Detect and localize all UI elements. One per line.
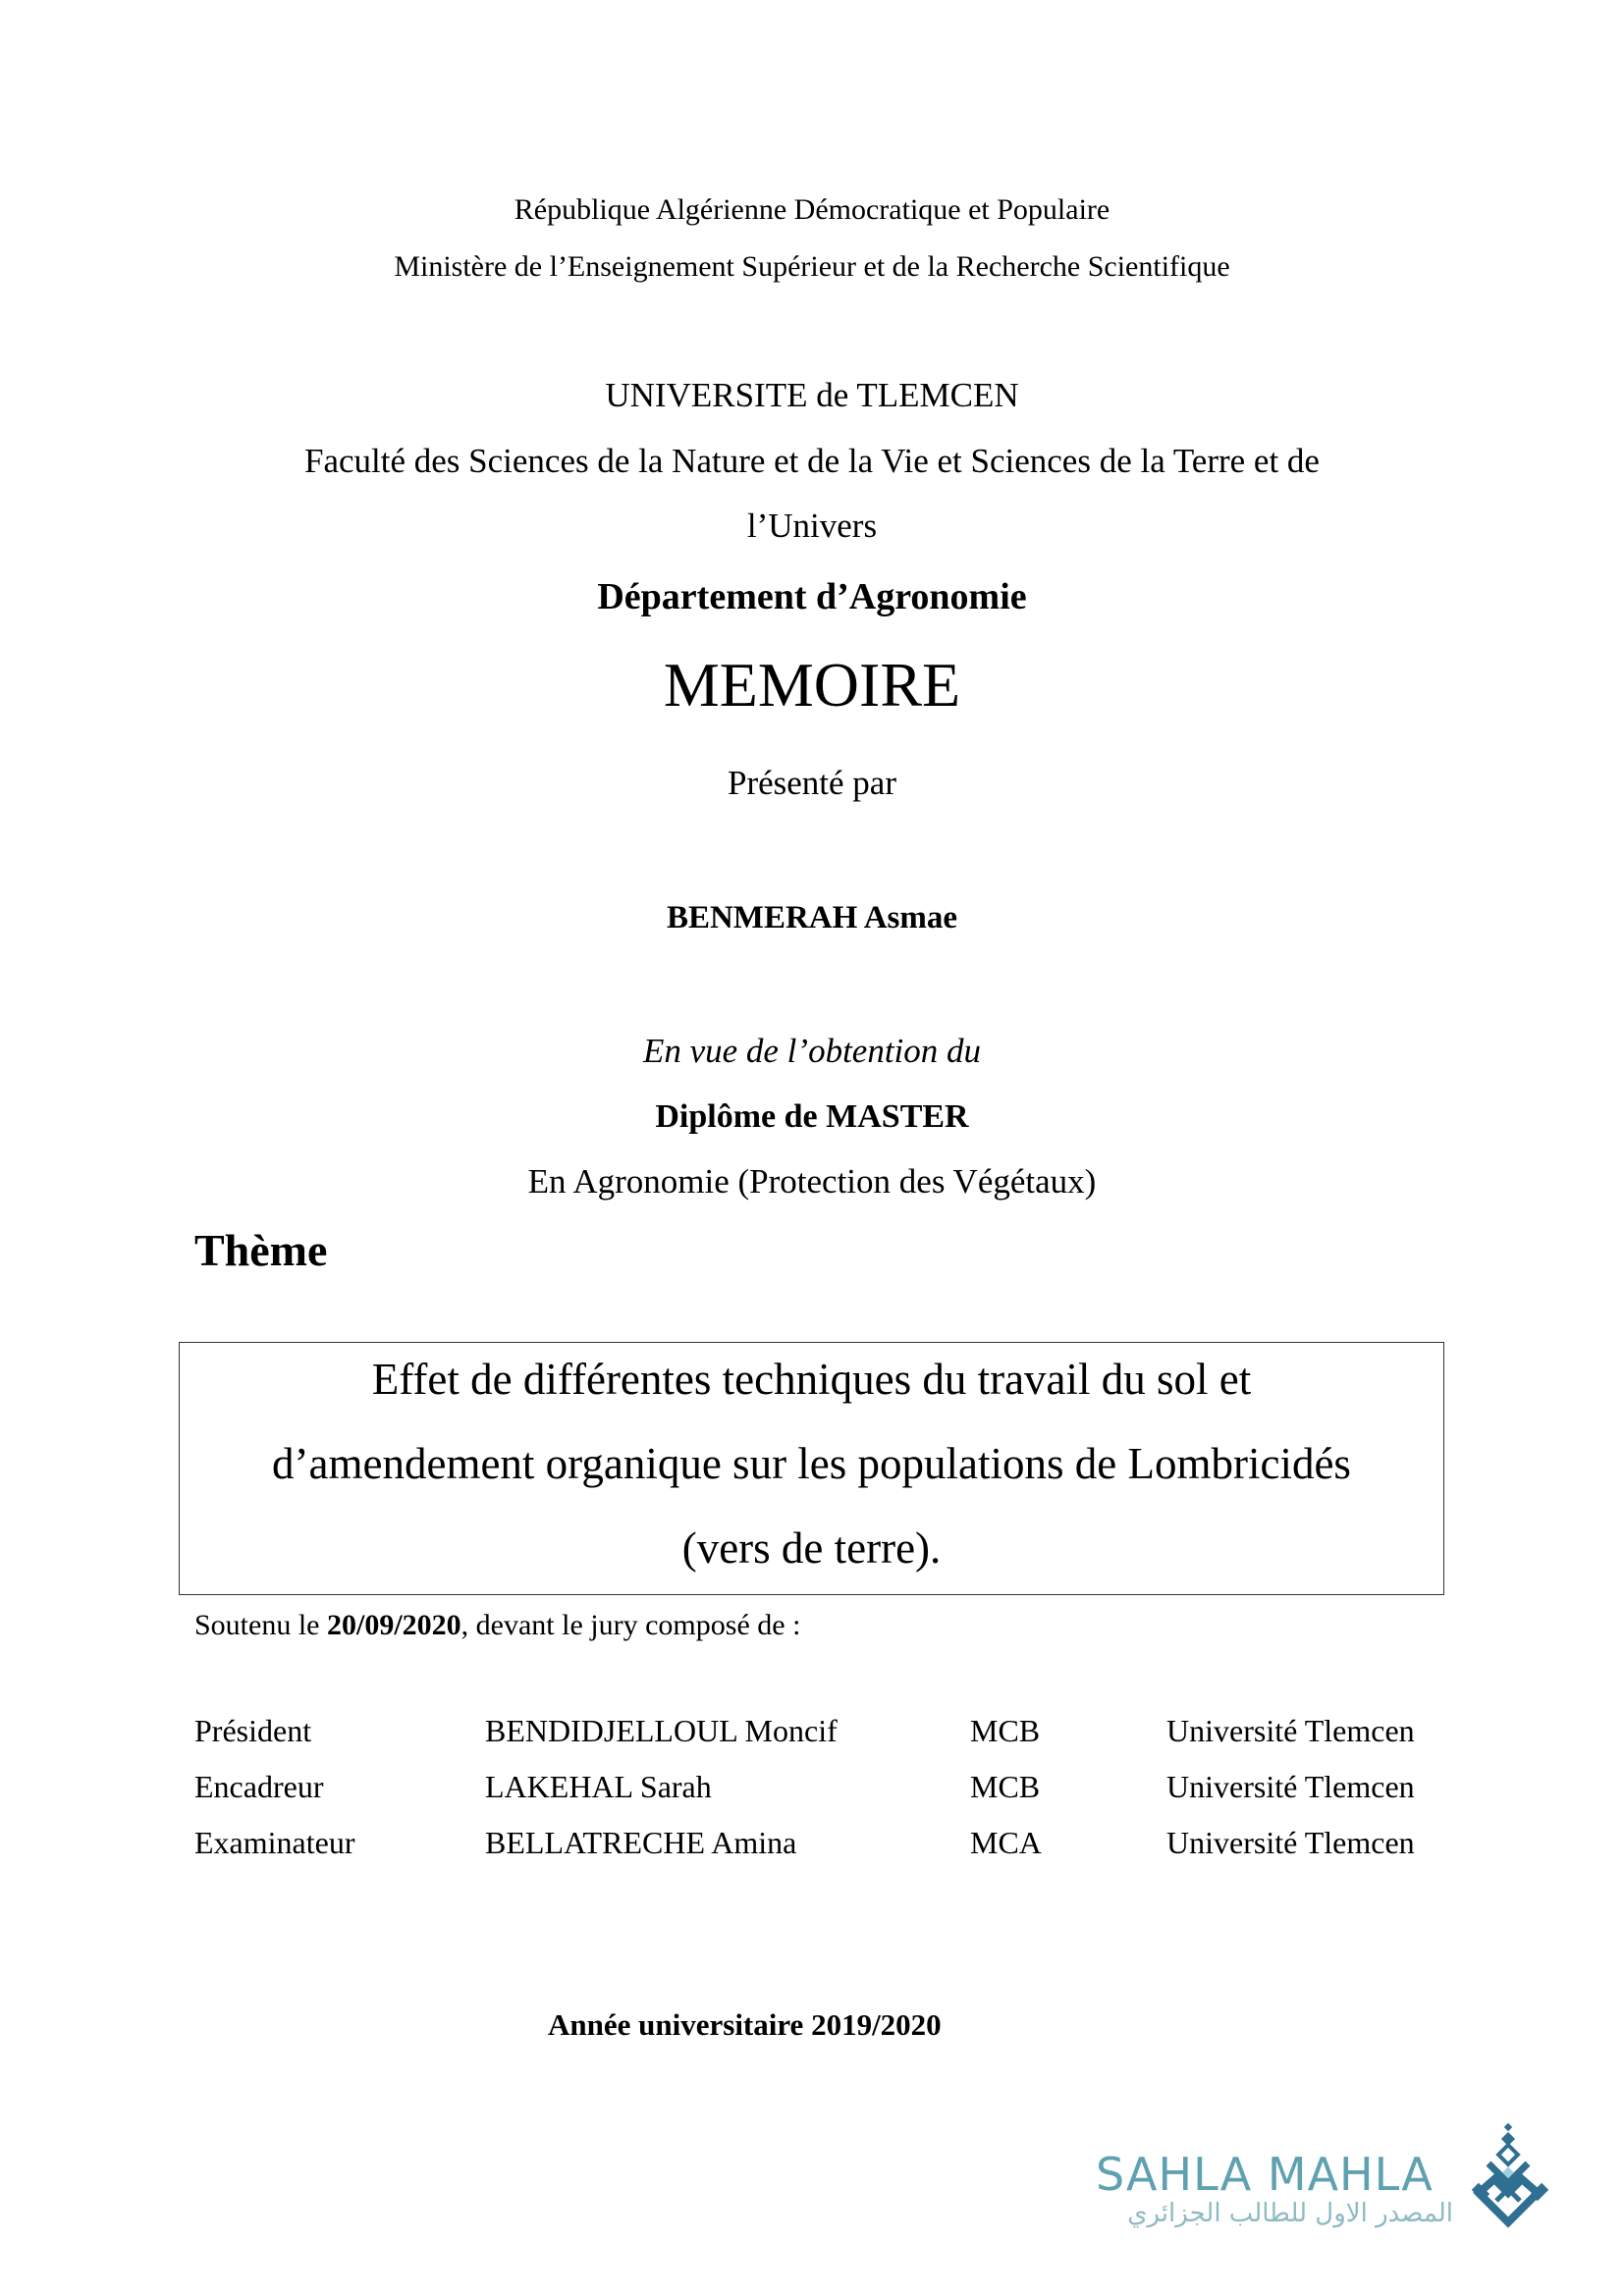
jury-grade: MCB <box>970 1769 1041 1804</box>
department-name: Département d’Agronomie <box>597 576 1027 617</box>
jury-row <box>0 1767 1624 1806</box>
sahla-mahla-watermark <box>1090 2122 1551 2240</box>
jury-institution: Université Tlemcen <box>1166 1769 1415 1804</box>
theme-title-line: d’amendement organique sur les populations de Lombricidés <box>272 1439 1351 1488</box>
defense-suffix: , devant le jury composé de : <box>460 1609 801 1641</box>
faculty-name-line2: l’Univers <box>746 507 878 545</box>
jury-row <box>0 1711 1624 1750</box>
jury-role: Examinateur <box>194 1825 355 1860</box>
jury-row <box>0 1823 1624 1862</box>
jury-institution: Université Tlemcen <box>1166 1825 1415 1860</box>
jury-member-name: BENDIDJELLOUL Moncif <box>485 1713 838 1748</box>
theme-title-line: Effet de différentes techniques du travail du sol et <box>371 1355 1252 1404</box>
presented-by-label: Présenté par <box>727 764 896 802</box>
defense-statement <box>194 1608 800 1643</box>
theme-label: Thème <box>194 1225 328 1275</box>
author-name: BENMERAH Asmae <box>666 900 958 935</box>
theme-title-box <box>179 1342 1444 1595</box>
defense-prefix: Soutenu le <box>194 1609 327 1641</box>
sahla-mahla-logo-icon <box>1471 2122 1549 2230</box>
jury-role: Président <box>194 1713 312 1748</box>
jury-role: Encadreur <box>194 1769 324 1804</box>
university-name: UNIVERSITE de TLEMCEN <box>605 376 1019 414</box>
jury-member-name: LAKEHAL Sarah <box>485 1769 712 1804</box>
purpose-text: En vue de l’obtention du <box>642 1032 982 1070</box>
defense-date: 20/09/2020 <box>327 1609 461 1641</box>
republic-header: République Algérienne Démocratique et Populaire <box>514 193 1110 226</box>
ministry-header: Ministère de l’Enseignement Supérieur et de la Recherche Scientifique <box>394 250 1230 283</box>
jury-grade: MCB <box>970 1713 1041 1748</box>
theme-title-line: (vers de terre). <box>681 1523 942 1573</box>
academic-year: Année universitaire 2019/2020 <box>548 2007 942 2042</box>
document-type-title: MEMOIRE <box>663 650 961 720</box>
watermark-tagline: المصدر الاول للطالب الجزائري <box>1127 2199 1453 2228</box>
jury-grade: MCA <box>970 1825 1042 1860</box>
diploma-name: Diplôme de MASTER <box>655 1098 969 1135</box>
jury-member-name: BELLATRECHE Amina <box>485 1825 797 1860</box>
jury-institution: Université Tlemcen <box>1166 1713 1415 1748</box>
faculty-name-line1: Faculté des Sciences de la Nature et de la Vie et Sciences de la Terre et de <box>304 442 1320 480</box>
watermark-brand: SAHLA MAHLA <box>1096 2148 1434 2201</box>
specialty-text: En Agronomie (Protection des Végétaux) <box>527 1162 1097 1201</box>
